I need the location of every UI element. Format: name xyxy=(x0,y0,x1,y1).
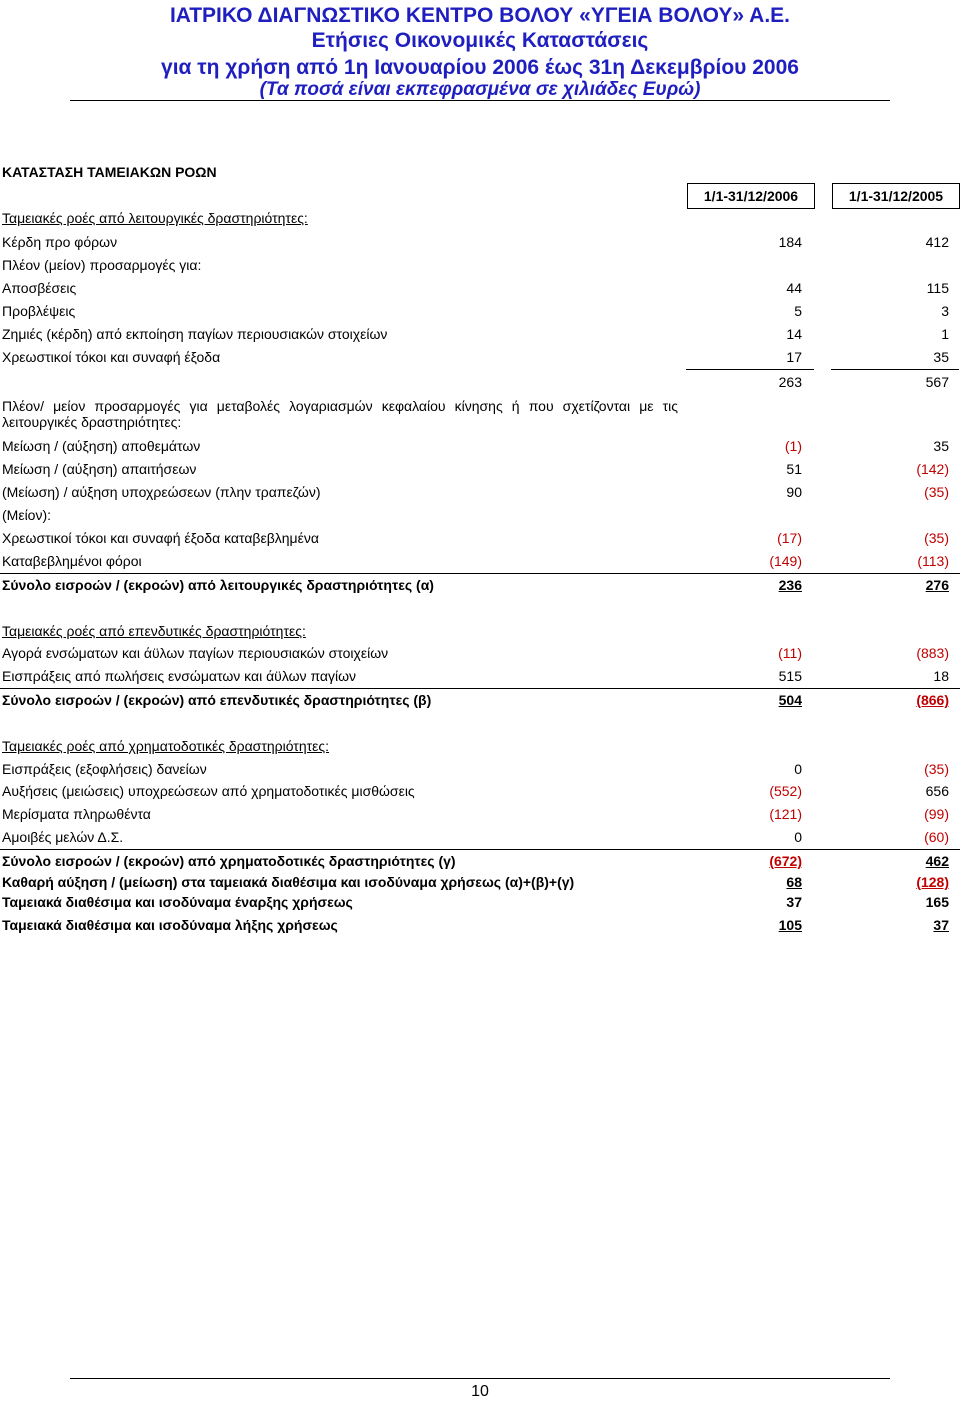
value-2005: 462 xyxy=(925,853,949,869)
value-2006: 5 xyxy=(794,303,802,319)
value-2005: 115 xyxy=(926,280,949,296)
table-row xyxy=(0,761,960,779)
table-row xyxy=(0,280,960,298)
row-label: Χρεωστικοί τόκοι και συναφή έξοδα καταβεβλημένα xyxy=(2,530,319,546)
row-label: Αγορά ενσώματων και άϋλων παγίων περιουσιακών στοιχείων xyxy=(2,645,389,661)
footer-divider xyxy=(70,1378,890,1379)
value-2005: 35 xyxy=(933,349,949,365)
section-heading-operating xyxy=(0,210,960,228)
value-2005: (35) xyxy=(924,761,949,777)
row-label: Σύνολο εισροών / (εκροών) από χρηματοδοτικές δραστηριότητες (γ) xyxy=(2,853,456,869)
currency-note: (Τα ποσά είναι εκπεφρασμένα σε χιλιάδες Ευρώ) xyxy=(259,79,701,100)
value-2006: 14 xyxy=(786,326,802,342)
value-2006: 515 xyxy=(778,668,802,684)
value-2006: 504 xyxy=(778,692,802,708)
net-change-row xyxy=(0,874,960,892)
value-2006: 51 xyxy=(786,461,802,477)
row-label: Προβλέψεις xyxy=(2,303,76,319)
row-label: Καταβεβλημένοι φόροι xyxy=(2,553,142,569)
statement-title: ΚΑΤΑΣΤΑΣΗ ΤΑΜΕΙΑΚΩΝ ΡΟΩΝ xyxy=(2,164,217,180)
row-label: Αποσβέσεις xyxy=(2,280,77,296)
total-row-operating xyxy=(0,577,960,595)
table-row xyxy=(0,303,960,321)
subheading-working-capital: Πλέον/ μείον προσαρμογές για μεταβολές λογαριασμών κεφαλαίου κίνησης ή που σχετίζονται με τις λειτουργικές δραστηριότητες: xyxy=(2,398,678,430)
value-2006: 68 xyxy=(786,874,802,890)
value-2005: (128) xyxy=(916,874,949,890)
subtotal-rule-2006 xyxy=(686,369,814,370)
table-row xyxy=(0,783,960,801)
value-2006: (11) xyxy=(778,645,802,661)
value-2005: 35 xyxy=(933,438,949,454)
section-heading-label: Ταμειακές ροές από επενδυτικές δραστηριότητες: xyxy=(2,623,306,639)
row-label: Μείωση / (αύξηση) απαιτήσεων xyxy=(2,461,197,477)
section-heading-financing xyxy=(0,738,960,756)
row-label: Κέρδη προ φόρων xyxy=(2,234,118,250)
value-2005: (60) xyxy=(924,829,949,845)
column-header-2005: 1/1-31/12/2005 xyxy=(832,183,960,209)
total-rule xyxy=(0,573,960,574)
row-label: Ταμειακά διαθέσιμα και ισοδύναμα έναρξης χρήσεως xyxy=(2,894,353,910)
value-2005: 165 xyxy=(925,894,949,910)
table-row xyxy=(0,484,960,502)
column-header-2006: 1/1-31/12/2006 xyxy=(687,183,815,209)
subheading-adjustments xyxy=(0,257,960,275)
value-2006: (672) xyxy=(769,853,802,869)
value-2005: (866) xyxy=(916,692,949,708)
subtotal-rule-2005 xyxy=(831,369,959,370)
subheading-label: Πλέον (μείον) προσαρμογές για: xyxy=(2,257,202,273)
section-heading-investing xyxy=(0,623,960,641)
statement-type: Ετήσιες Οικονομικές Καταστάσεις xyxy=(311,29,649,52)
value-2006: 105 xyxy=(778,917,802,933)
table-row xyxy=(0,461,960,479)
value-2005: 37 xyxy=(933,917,949,933)
value-2005: (113) xyxy=(917,553,949,569)
table-row xyxy=(0,530,960,548)
row-label: (Μείωση) / αύξηση υποχρεώσεων (πλην τραπεζών) xyxy=(2,484,321,500)
company-name: ΙΑΤΡΙΚΟ ΔΙΑΓΝΩΣΤΙΚΟ ΚΕΝΤΡΟ ΒΟΛΟΥ «ΥΓΕΙΑ ΒΟΛΟΥ» Α.Ε. xyxy=(169,4,791,27)
table-row xyxy=(0,326,960,344)
table-row xyxy=(0,645,960,663)
value-2005: 276 xyxy=(925,577,949,593)
value-2005: 412 xyxy=(925,234,949,250)
total-row-investing xyxy=(0,692,960,710)
value-2005: (883) xyxy=(916,645,949,661)
header-divider xyxy=(70,100,890,101)
row-label: Αμοιβές μελών Δ.Σ. xyxy=(2,829,124,845)
value-2006: 263 xyxy=(778,374,802,390)
value-2006: 44 xyxy=(786,280,802,296)
value-2006: (552) xyxy=(769,783,802,799)
total-row-financing xyxy=(0,853,960,871)
value-2005: (35) xyxy=(924,484,949,500)
value-2006: (121) xyxy=(769,806,802,822)
subtotal-row xyxy=(0,374,960,392)
value-2006: (149) xyxy=(769,553,802,569)
period-line: για τη χρήση από 1η Ιανουαρίου 2006 έως 31η Δεκεμβρίου 2006 xyxy=(161,56,799,79)
value-2006: 17 xyxy=(786,349,802,365)
table-row xyxy=(0,806,960,824)
total-rule xyxy=(0,688,960,689)
subheading-less xyxy=(0,507,960,525)
value-2005: (99) xyxy=(924,806,949,822)
row-label: Εισπράξεις από πωλήσεις ενσώματων και άϋλων παγίων xyxy=(2,668,357,684)
row-label: Σύνολο εισροών / (εκροών) από λειτουργικές δραστηριότητες (α) xyxy=(2,577,434,593)
row-label: Χρεωστικοί τόκοι και συναφή έξοδα xyxy=(2,349,221,365)
value-2005: 18 xyxy=(933,668,949,684)
table-row xyxy=(0,553,960,571)
value-2005: (35) xyxy=(924,530,949,546)
value-2006: 37 xyxy=(786,894,802,910)
table-row xyxy=(0,349,960,367)
value-2006: 90 xyxy=(786,484,802,500)
row-label: Καθαρή αύξηση / (μείωση) στα ταμειακά διαθέσιμα και ισοδύναμα χρήσεως (α)+(β)+(γ) xyxy=(2,874,575,890)
row-label: Αυξήσεις (μειώσεις) υποχρεώσεων από χρηματοδοτικές μισθώσεις xyxy=(2,783,415,799)
table-row xyxy=(0,668,960,686)
opening-cash-row xyxy=(0,894,960,912)
value-2005: (142) xyxy=(916,461,949,477)
table-row xyxy=(0,234,960,252)
section-heading-label: Ταμειακές ροές από λειτουργικές δραστηριότητες: xyxy=(2,210,308,226)
value-2005: 3 xyxy=(941,303,949,319)
subheading-label: (Μείον): xyxy=(2,507,52,523)
table-row xyxy=(0,438,960,456)
value-2005: 567 xyxy=(925,374,949,390)
row-label: Σύνολο εισροών / (εκροών) από επενδυτικές δραστηριότητες (β) xyxy=(2,692,432,708)
section-heading-label: Ταμειακές ροές από χρηματοδοτικές δραστηριότητες: xyxy=(2,738,330,754)
row-label: Μερίσματα πληρωθέντα xyxy=(2,806,151,822)
row-label: Ταμειακά διαθέσιμα και ισοδύναμα λήξης χρήσεως xyxy=(2,917,338,933)
table-row xyxy=(0,829,960,847)
value-2006: 184 xyxy=(778,234,802,250)
value-2006: 236 xyxy=(778,577,802,593)
page-number: 10 xyxy=(471,1383,489,1400)
value-2006: 0 xyxy=(794,761,802,777)
value-2005: 656 xyxy=(925,783,949,799)
value-2005: 1 xyxy=(941,326,949,342)
row-label: Εισπράξεις (εξοφλήσεις) δανείων xyxy=(2,761,207,777)
value-2006: (1) xyxy=(784,438,802,454)
value-2006: 0 xyxy=(794,829,802,845)
closing-cash-row xyxy=(0,917,960,935)
row-label: Ζημιές (κέρδη) από εκποίηση παγίων περιουσιακών στοιχείων xyxy=(2,326,388,342)
total-rule xyxy=(0,849,960,850)
row-label: Μείωση / (αύξηση) αποθεμάτων xyxy=(2,438,201,454)
value-2006: (17) xyxy=(777,530,802,546)
